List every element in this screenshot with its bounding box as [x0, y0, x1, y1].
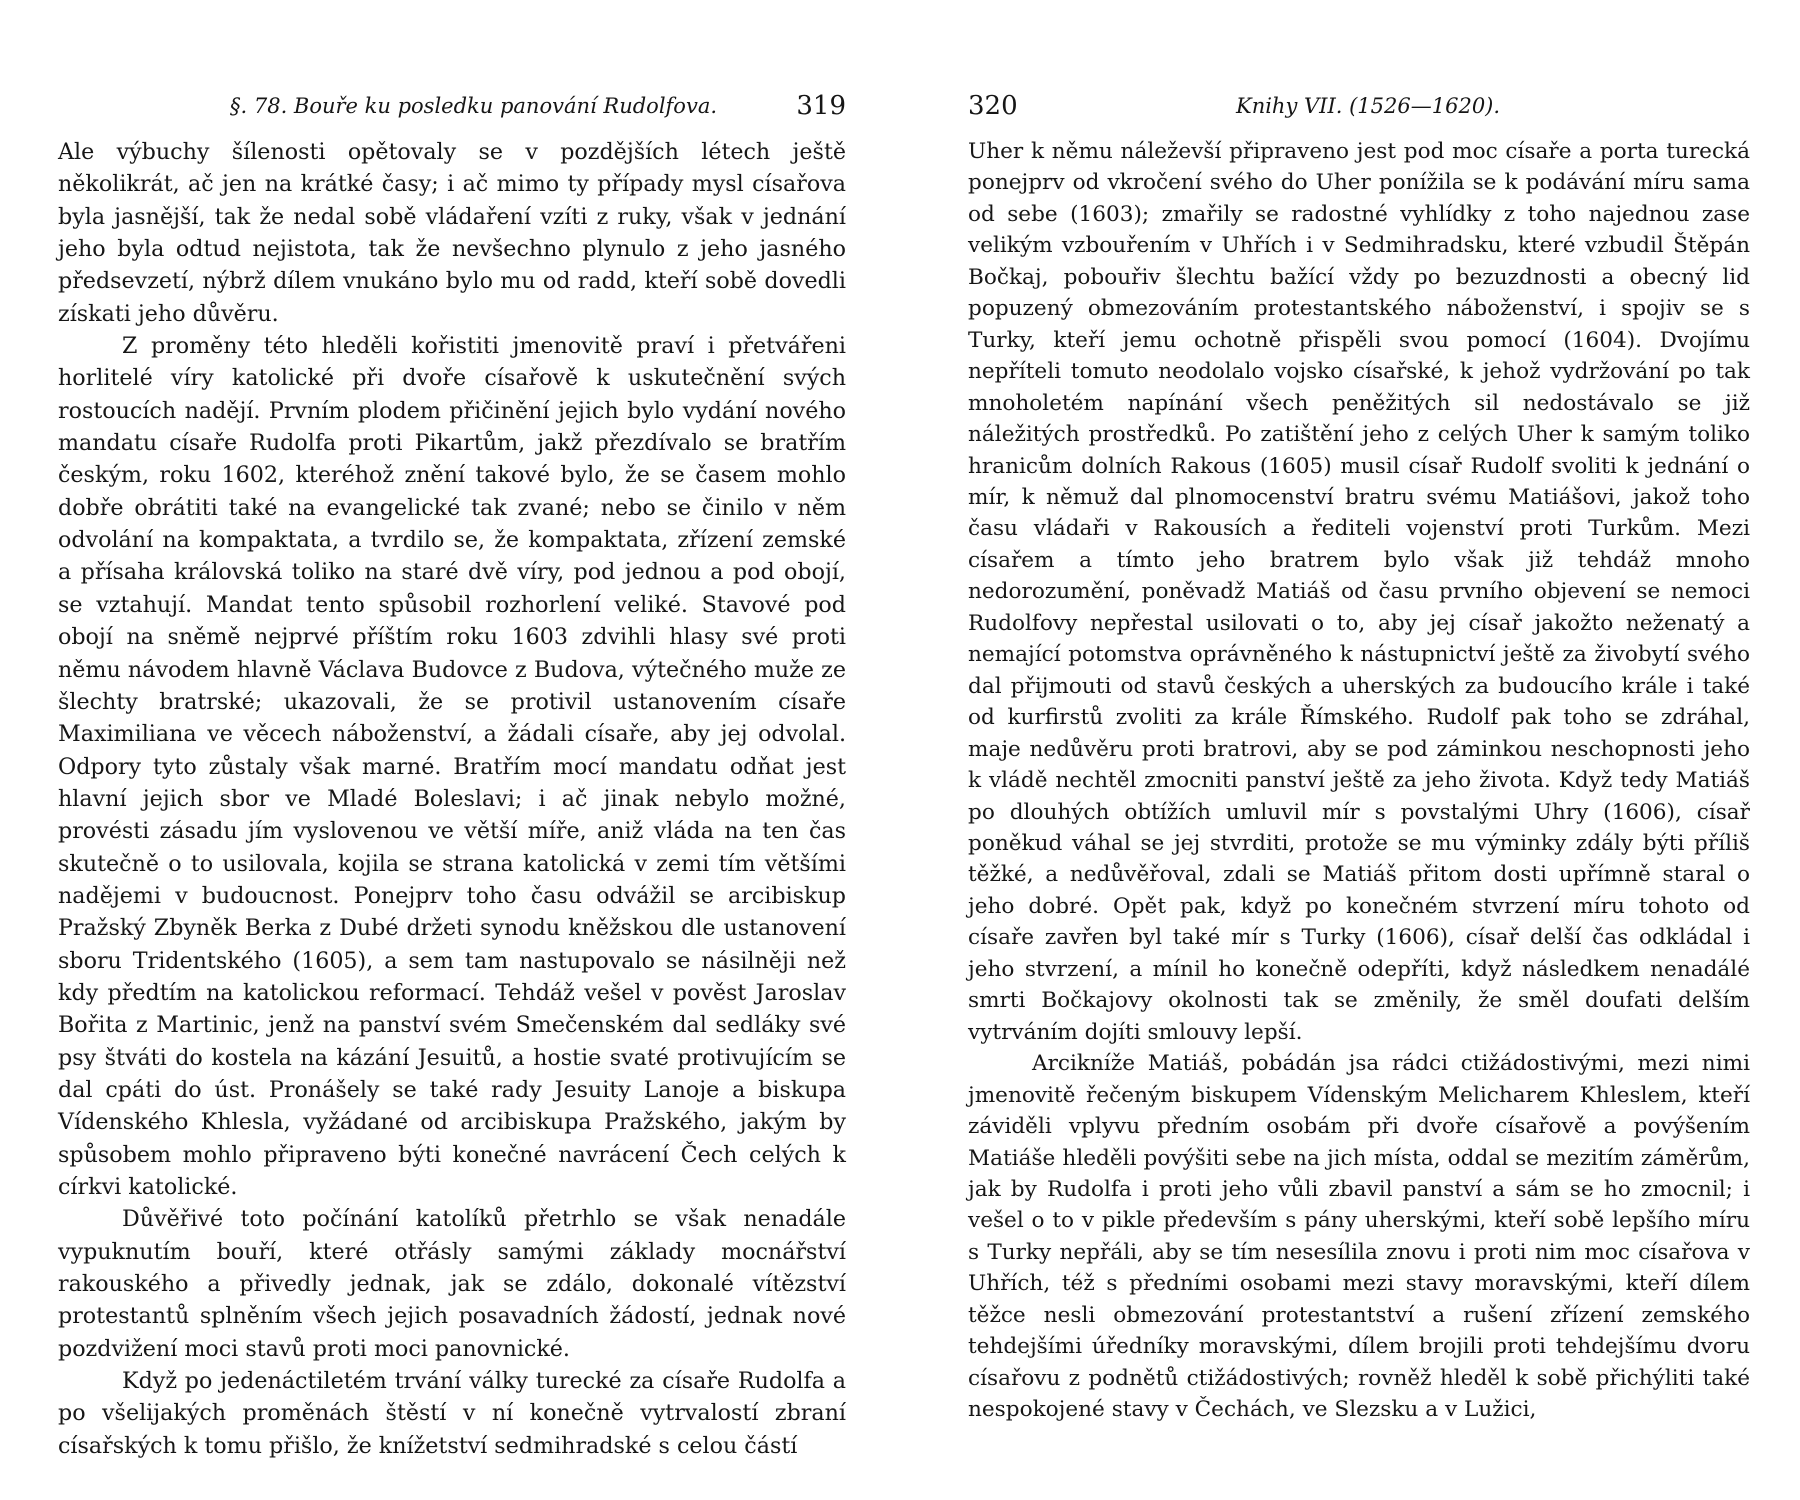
right-paragraph-1: Uher k němu náleževší připraveno jest pod moc císaře a porta turecká ponejprv od vkročení svého do Uher ponížila se k podávání míru sama od sebe (1603); zmařily se radostné vyhlídky z toho najednou zase velikým vzbouřením v Uhřích i v Sedmihradsku, které vzbudil Štěpán Bočkaj, pobouřiv šlechtu bažící vždy po bezuzdnosti a obecný lid popuzený obmezováním protestantského náboženství, i spojiv se s Turky, kteří jemu ochotně přispěli svou pomocí (1604). Dvojímu nepříteli tomuto neodolalo vojsko císařské, k jehož vydržování po tak mnoholetém napínání všech peněžitých sil nedostávalo se již náležitých prostředků. Po zatištění jeho z celých Uher k samým toliko hranicům dolních Rakous (1605) musil císař Rudolf svoliti k jednání o mír, k němuž dal plnomocenství bratru svému Matiášovi, jakož toho času vládaři v Rakousích a řediteli vojenství proti Turkům. Mezi císařem a tímto jeho bratrem bylo však již tehdáž mnoho nedorozumění, poněvadž Matiáš od času prvního objevení se nemoci Rudolfovy nepřestal usilovati o to, aby jej císař jakožto neženatý a nemající potomstva oprávněného k nástupnictví ještě za živobytí svého dal přijmouti od stavů českých a uherských za budoucího krále i také od kurfirstů zvoliti za krále Římského. Rudolf pak toho se zdráhal, maje nedůvěru proti bratrovi, aby se pod záminkou neschopnosti jeho k vládě nechtěl zmocniti panství ještě za jeho života. Když tedy Matiáš po dlouhých obtížích umluvil mír s povstalými Uhry (1606), císař poněkud váhal se jej stvrditi, protože se mu výminky zdály býti příliš těžké, a nedůvěřoval, zdali se Matiáš přitom dosti upřímně staral o jeho dobré. Opět pak, když po konečném stvrzení míru tohoto od císaře zavřen byl také mír s Turky (1606), císař delší čas odkládal i jeho stvrzení, a mínil ho konečně odepříti, když následkem nenadálé smrti Bočkajovy okolnosti tak se změnily, že směl doufati delším vytrváním dojíti smlouvy lepší. — [968, 139, 1750, 1045]
right-paragraph-2: Arcikníže Matiáš, pobádán jsa rádci ctižádostivými, mezi nimi jmenovitě řečeným biskupem Vídenským Melicharem Khleslem, kteří záviděli vplyvu předním osobám při dvoře císařově a povýšením Matiáše hleděli povýšiti sebe na jich místa, oddal se mezitím záměrům, jak by Rudolfa i proti jeho vůli zbavil panství a sám se ho zmocnil; i vešel o to v pikle především s pány uherskými, kteří sobě lepšího míru s Turky nepřáli, aby se tím nesesílila znovu i proti nim moc císařova v Uhřích, též s předními osobami mezi stavy moravskými, kteří dílem těžce nesli obmezování protestantství a rušení zřízení zemského tehdejšími úředníky moravskými, dílem brojili proti tehdejšímu dvoru císařovu z podnětů ctižádostivých; rovněž hleděl k sobě přichýliti také nespokojené stavy v Čechách, ve Slezsku a v Lužici, — [968, 1051, 1750, 1423]
left-paragraph-3: Důvěřivé toto počínání katolíků přetrhlo se však nenadále vypuknutím bouří, které otřásly samými základy mocnářství rakouského a přivedly jednak, jak se zdálo, dokonalé vítězství protestantů splněním všech jejich posavadních žádostí, jednak nové pozdvižení moci stavů proti moci panovnické. — [58, 1206, 846, 1362]
right-page-body — [968, 136, 1750, 1426]
left-page — [58, 0, 846, 1500]
right-page-number: 320 — [968, 91, 1018, 121]
right-running-title: Knihy VII. (1526—1620). — [1236, 94, 1501, 118]
left-paragraph-2: Z proměny této hleděli kořistiti jmenovitě praví i přetvářeni horlitelé víry katolické při dvoře císařově k uskutečnění svých rostoucích nadějí. Prvním plodem přičinění jejich bylo vydání nového mandatu císaře Rudolfa proti Pikartům, jakž přezdívalo se bratřím českým, roku 1602, kteréhož znění takové bylo, že se časem mohlo dobře obrátiti také na evangelické tak zvané; nebo se činilo v něm odvolání na kompaktata, a tvrdilo se, že kompaktata, zřízení zemské a přísaha královská toliko na staré dvě víry, pod jednou a pod obojí, se vztahují. Mandat tento spůsobil rozhorlení veliké. Stavové pod obojí na sněmě nejprvé příštím roku 1603 zdvihli hlasy své proti němu návodem hlavně Václava Budovce z Budova, výtečného muže ze šlechty bratrské; ukazovali, že se protivil ustanovením císaře Maximiliana ve věcech náboženství, a žádali císaře, aby jej odvolal. Odpory tyto zůstaly však marné. Bratřím mocí mandatu odňat jest hlavní jejich sbor ve Mladé Boleslavi; i ač jinak nebylo možné, provésti zásadu jím vyslovenou ve větší míře, aniž vláda na ten čas skutečně o to usilovala, kojila se strana katolická v zemi tím většími nadějemi v budoucnost. Ponejprv toho času odvážil se arcibiskup Pražský Zbyněk Berka z Dubé držeti synodu kněžskou dle ustanovení sboru Tridentského (1605), a sem tam nastupovalo se násilněji než kdy předtím na katolickou reformací. Tehdáž vešel v pověst Jaroslav Bořita z Martinic, jenž na panství svém Smečenském dal sedláky své psy štváti do kostela na kázání Jesuitů, a hostie svaté protivujícím se dal cpáti do úst. Pronášely se také rady Jesuity Lanoje a biskupa Vídenského Khlesla, vyžádané od arcibiskupa Pražského, jakým by spůsobem mohlo připraveno býti konečné navrácení Čech celých k církvi katolické. — [58, 333, 846, 1200]
left-paragraph-4: Když po jedenáctiletém trvání války turecké za císaře Rudolfa a po všelijakých proměnách štěstí v ní konečně vytrvalostí zbraní císařských k tomu přišlo, že knížetství sedmihradské s celou částí — [58, 1368, 846, 1459]
left-page-number: 319 — [796, 91, 846, 121]
left-page-header — [58, 88, 846, 124]
left-running-title: §. 78. Bouře ku posledku panování Rudolfova. — [230, 94, 718, 118]
left-paragraph-1: Ale výbuchy šílenosti opětovaly se v pozdějších létech ještě několikrát, ač jen na krátké časy; i ač mimo ty případy mysl císařova byla jasnější, tak že nedal sobě vládaření vzíti z ruky, však v jednání jeho byla odtud nejistota, tak že nevšechno plynulo z jeho jasného předsevzetí, nýbrž dílem vnukáno bylo mu od radd, kteří sobě dovedli získati jeho důvěru. — [58, 139, 846, 327]
left-page-body — [58, 136, 846, 1462]
right-page-header — [968, 88, 1750, 124]
right-page — [968, 0, 1750, 1500]
